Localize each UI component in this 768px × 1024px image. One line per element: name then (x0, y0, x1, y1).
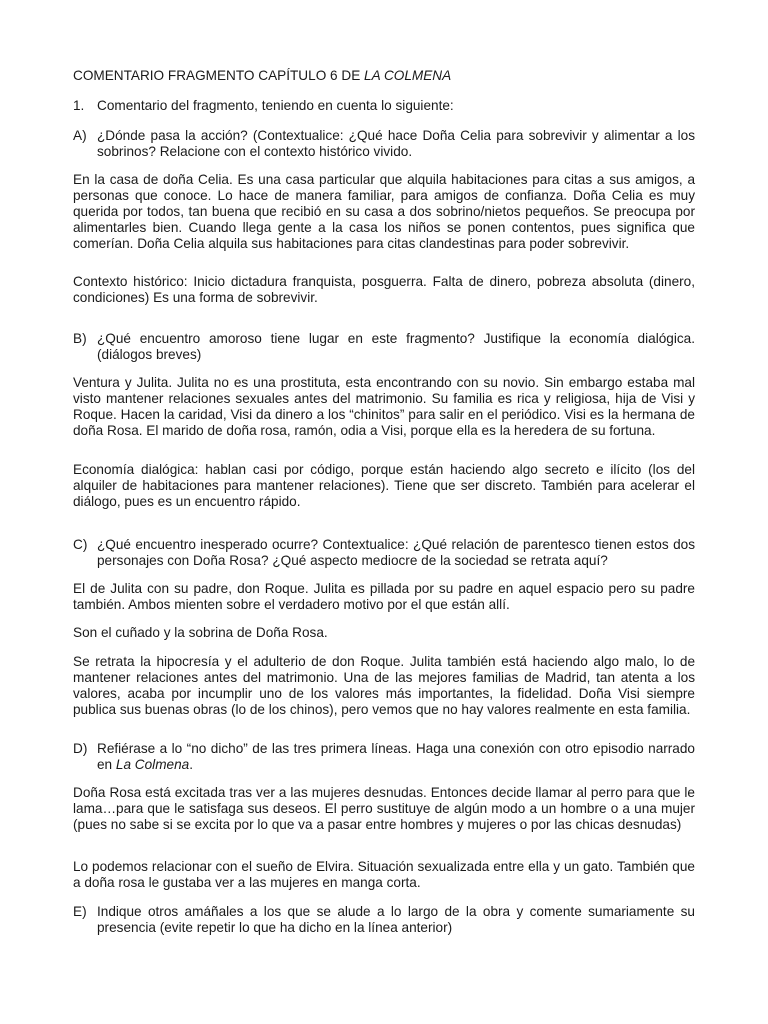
question-d-text (97, 741, 695, 773)
question-b-label: B) (73, 331, 87, 346)
answer-d-2: Lo podemos relacionar con el sueño de Elvira. Situación sexualizada entre ella y un gato. También que a doña rosa le gustaba ver a las mujeres en manga corta. (73, 859, 695, 890)
answer-b-2: Economía dialógica: hablan casi por código, porque están haciendo algo secreto e ilícito (los del alquiler de habitaciones para mantener relaciones). Tiene que ser discreto. También para acelerar el diálogo, pues es un encuentro rápido. (73, 462, 695, 509)
answer-a-1: En la casa de doña Celia. Es una casa particular que alquila habitaciones para citas a sus amigos, a personas que conoce. Lo hace de manera familiar, para amigos de confianza. Doña Celia es muy querida por todos, tan buena que recibió en su casa a dos sobrino/nietos pequeños. Se preocupa por alimentarles bien. Cuando llega gente a la casa los niños se ponen contentos, pues significa que comerían. Doña Celia alquila sus habitaciones para citas clandestinas para poder sobrevivir. (73, 172, 695, 251)
question-a (73, 128, 695, 160)
question-d-post: . (189, 757, 193, 772)
question-c-text: ¿Qué encuentro inesperado ocurre? Contextualice: ¿Qué relación de parentesco tienen estos dos personajes con Doña Rosa? ¿Qué aspecto mediocre de la sociedad se retrata aquí? (97, 537, 695, 568)
question-d (73, 741, 695, 773)
question-c-label: C) (73, 537, 88, 552)
title-work: LA COLMENA (364, 68, 452, 83)
answer-a-2: Contexto histórico: Inicio dictadura franquista, posguerra. Falta de dinero, pobreza absoluta (dinero, condiciones) Es una forma de sobrevivir. (73, 274, 695, 305)
question-a-label: A) (73, 128, 87, 143)
item-1-text: Comentario del fragmento, teniendo en cuenta lo siguiente: (97, 98, 454, 113)
answer-c-2: Son el cuñado y la sobrina de Doña Rosa. (73, 625, 328, 640)
item-1 (73, 98, 695, 114)
answer-d-1: Doña Rosa está excitada tras ver a las mujeres desnudas. Entonces decide llamar al perro para que le lama…para que le satisfaga sus deseos. El perro sustituye de algún modo a un hombre o a una mujer (pues no sabe si se excita por lo que va a pasar entre hombres y mujeres o por las chicas desnudas) (73, 785, 695, 832)
answer-c-3: Se retrata la hipocresía y el adulterio de don Roque. Julita también está haciendo algo malo, lo de mantener relaciones antes del matrimonio. Una de las mejores familias de Madrid, tan atenta a los valores, acaba por incumplir uno de los valores más importantes, la fidelidad. Doña Visi siempre publica sus buenas obras (lo de los chinos), pero vemos que no hay valores realmente en esta familia. (73, 654, 695, 717)
question-e-label: E) (73, 904, 87, 919)
question-b (73, 331, 695, 363)
question-d-pre: Refiérase a lo “no dicho” de las tres primera líneas. Haga una conexión con otro episodio narrado en (97, 741, 695, 772)
title-prefix: COMENTARIO FRAGMENTO CAPÍTULO 6 DE (73, 68, 365, 83)
question-d-work: La Colmena (115, 757, 190, 772)
question-e-text: Indique otros amáñales a los que se alude a lo largo de la obra y comente sumariamente su presencia (evite repetir lo que ha dicho en la línea anterior) (97, 904, 695, 935)
question-a-text: ¿Dónde pasa la acción? (Contextualice: ¿Qué hace Doña Celia para sobrevivir y alimentar a los sobrinos? Relacione con el contexto histórico vivido. (97, 128, 695, 159)
question-d-label: D) (73, 741, 88, 756)
answer-c-1: El de Julita con su padre, don Roque. Julita es pillada por su padre en aquel espacio pero su padre también. Ambos mienten sobre el verdadero motivo por el que están allí. (73, 581, 695, 612)
page-title (73, 68, 695, 84)
item-1-label: 1. (73, 98, 85, 113)
answer-b-1: Ventura y Julita. Julita no es una prostituta, esta encontrando con su novio. Sin embargo estaba mal visto mantener relaciones sexuales antes del matrimonio. Su familia es rica y religiosa, hija de Visi y Roque. Hacen la caridad, Visi da dinero a los “chinitos” para salir en el periódico. Visi es la hermana de doña Rosa. El marido de doña rosa, ramón, odia a Visi, porque ella es la heredera de su fortuna. (73, 375, 695, 438)
question-b-text: ¿Qué encuentro amoroso tiene lugar en este fragmento? Justifique la economía dialógica. (diálogos breves) (97, 331, 695, 362)
question-e (73, 904, 695, 936)
question-c (73, 537, 695, 569)
